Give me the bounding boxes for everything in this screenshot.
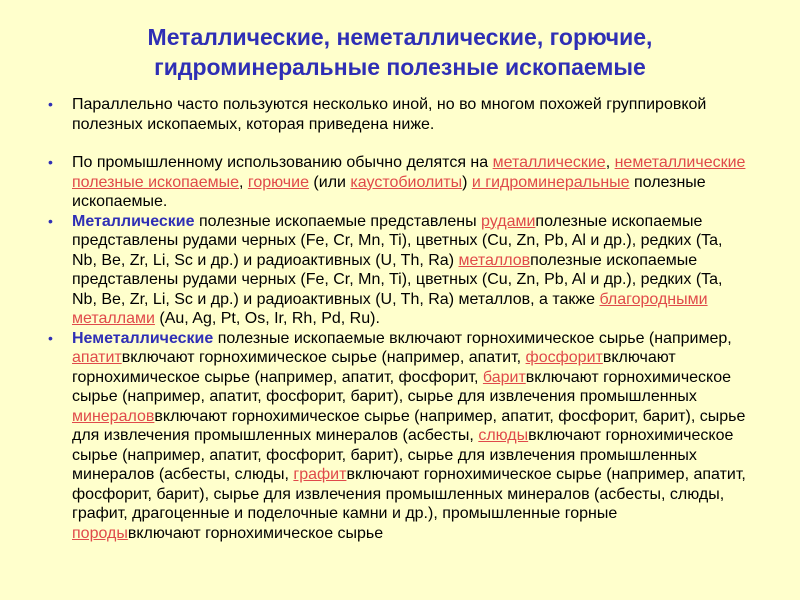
text-segment: полезные ископаемые представлены рудами черных (Fe, Cr, Mn, Ti), цветных (Cu, Zn, Pb, Al и др.), редких (Ta, Nb, Be, Zr, Li, Sc и др.) и радиоактивных (U, Th, Ra) (72, 212, 723, 269)
text-segment: включают горнохимическое сырье (например, апатит, фосфорит, барит), сырье для извлечения промышленных минералов (асбесты, слюды, графит, драгоценные и поделочные камни и др.), промышленные горные (72, 466, 746, 522)
text-segment: полезные ископаемые представлены (194, 212, 482, 230)
slide-title (40, 22, 760, 82)
bullet-icon: • (48, 154, 53, 170)
link-nonmetallic[interactable]: неметаллические полезные ископаемые (72, 154, 746, 191)
text-segment: , (605, 154, 615, 171)
keyword-metallic: Металлические (72, 212, 195, 230)
text-segment: включают горнохимическое сырье (например, апатит, фосфорит, барит), сырье для извлечения промышленных минералов (асбесты, (72, 407, 746, 444)
link-noble-metals[interactable]: благородными металлами (72, 290, 708, 327)
text-segment: включают горнохимическое сырье (например, апатит, (121, 349, 526, 366)
text-segment: включают горнохимическое сырье (127, 524, 384, 542)
link-metals[interactable]: металлов (458, 251, 531, 269)
bullet-item-metallic (48, 212, 748, 329)
intro-text: Параллельно часто пользуются несколько иной, но во многом похожей группировкой полезных ископаемых, которая приведена ниже. (72, 96, 707, 133)
text-segment: полезные ископаемые. (72, 173, 706, 210)
link-phosphorite[interactable]: фосфорит (525, 349, 603, 366)
slide-title-line-1: Металлические, неметаллические, горючие, (147, 24, 653, 50)
bullet-item-nonmetallic (48, 329, 748, 544)
text-segment: (или (308, 173, 351, 191)
link-apatite[interactable]: апатит (72, 349, 122, 366)
link-minerals[interactable]: минералов (72, 407, 155, 425)
bullet-icon: • (48, 212, 53, 229)
link-caustobiolites[interactable]: каустобиолиты (350, 173, 463, 191)
link-micas[interactable]: слюды (478, 427, 529, 444)
bullet-icon: • (48, 96, 53, 112)
link-barite[interactable]: барит (482, 368, 526, 386)
slide-title-line-2: гидроминеральные полезные ископаемые (154, 54, 646, 80)
link-ores[interactable]: рудами (481, 212, 536, 230)
keyword-nonmetallic: Неметаллические (72, 329, 214, 347)
text-segment: полезные ископаемые представлены рудами черных (Fe, Cr, Mn, Ti), цветных (Cu, Zn, Pb, Al и др.), редких (Ta, Nb, Be, Zr, Li, Sc и др.) и радиоактивных (U, Th, Ra) металлов, а также (72, 251, 723, 308)
link-graphite[interactable]: графит (293, 466, 347, 483)
text-segment: , (238, 173, 248, 191)
text-segment: По промышленному использованию обычно делятся на (72, 154, 493, 171)
link-metallic[interactable]: металлические (492, 154, 606, 171)
link-combustible[interactable]: горючие (247, 173, 309, 191)
slide-body (48, 95, 748, 543)
bullet-icon: • (48, 329, 53, 346)
text-segment: включают горнохимическое сырье (например, апатит, фосфорит, барит), сырье для извлечения промышленных (72, 368, 732, 405)
link-hydromineral[interactable]: и гидроминеральные (471, 173, 630, 191)
text-segment: включают горнохимическое сырье (например, апатит, фосфорит, барит), сырье для извлечения промышленных минералов (асбесты, слюды, (72, 427, 734, 483)
text-segment: включают горнохимическое сырье (например, апатит, фосфорит, (72, 349, 676, 386)
text-segment: (Au, Ag, Pt, Os, Ir, Rh, Pd, Ru). (154, 310, 380, 327)
text-segment: ) (462, 173, 472, 191)
bullet-item-classification (48, 153, 748, 212)
link-rocks[interactable]: породы (72, 524, 128, 542)
bullet-item-intro (48, 95, 748, 134)
text-segment: полезные ископаемые включают горнохимическое сырье (например, (213, 329, 732, 347)
